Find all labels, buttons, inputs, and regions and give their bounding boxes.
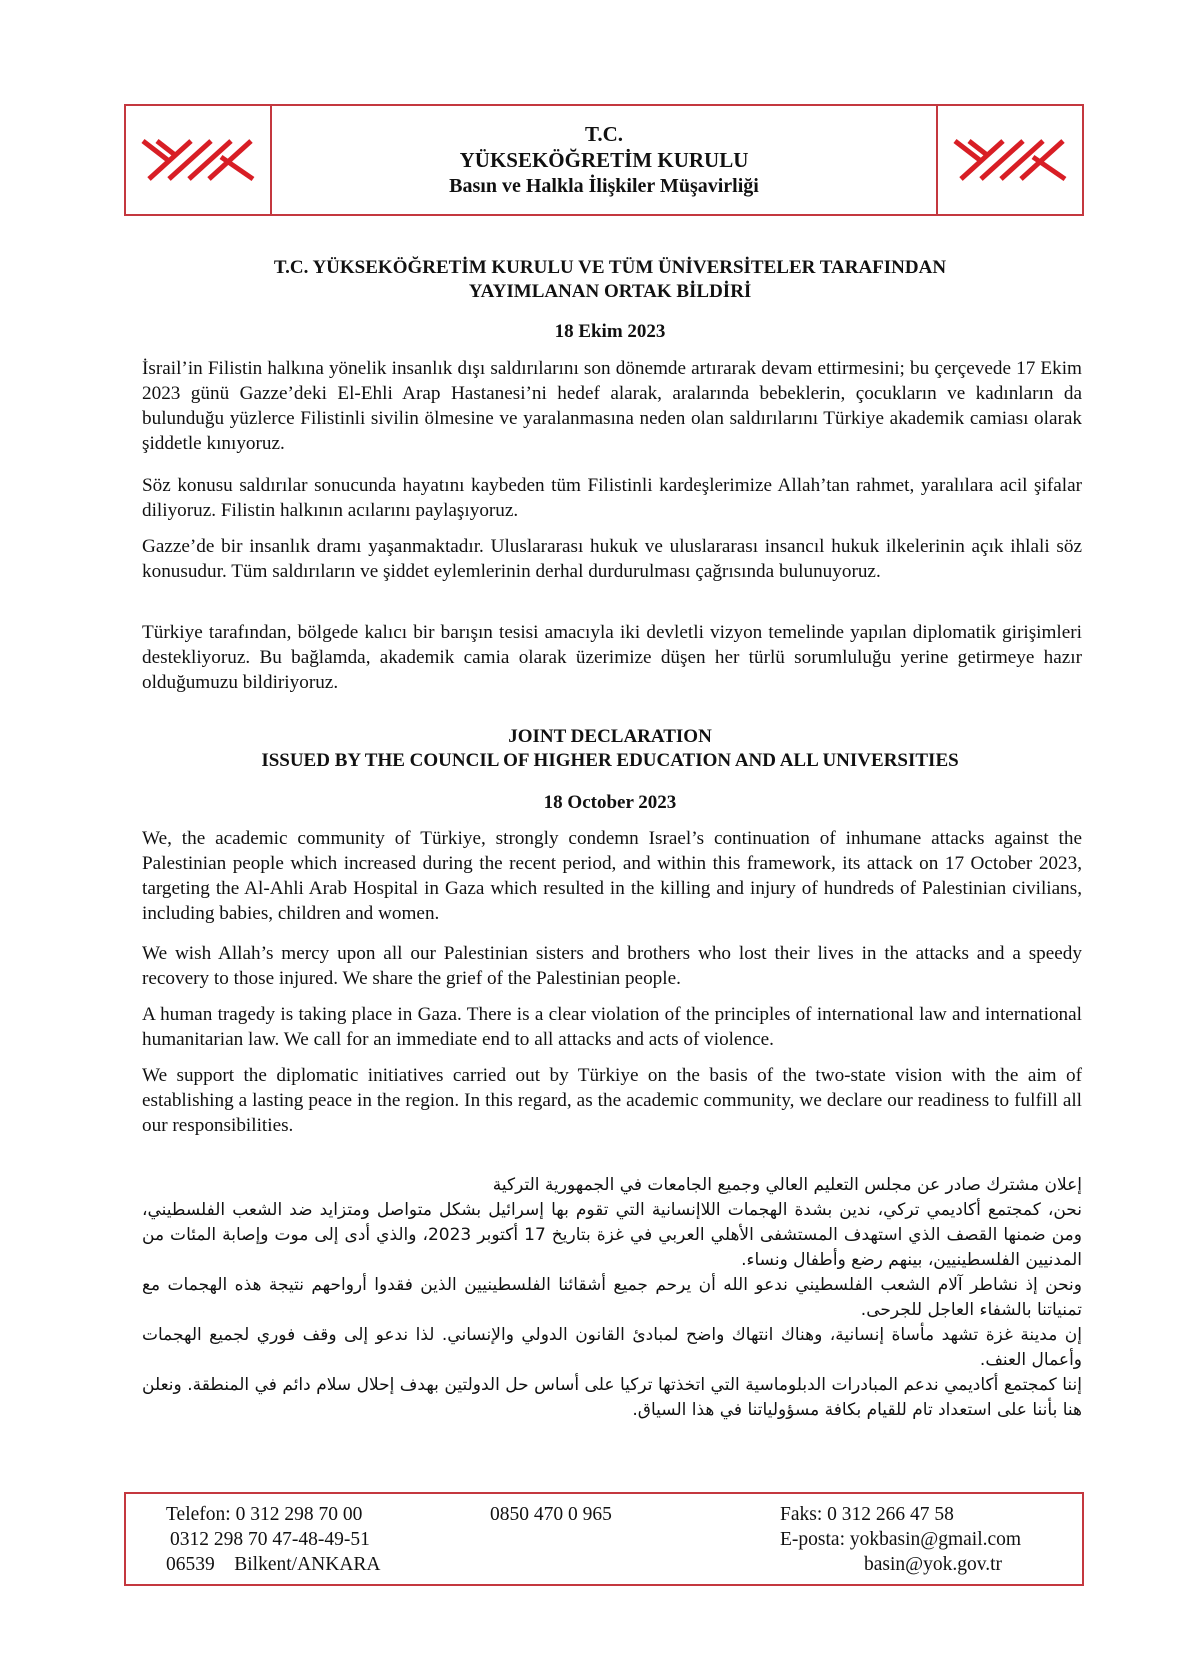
yok-logo-icon [139, 135, 257, 185]
contact-footer [124, 1492, 1084, 1586]
footer-phone2: 0850 470 0 965 [490, 1504, 612, 1525]
footer-email-1[interactable]: E-posta: yokbasin@gmail.com [780, 1529, 1022, 1550]
footer-phone-ext: 0312 298 70 47-48-49-51 [170, 1529, 370, 1550]
english-paragraph-1: We, the academic community of Türkiye, strongly condemn Israel’s continuation of inhumane attacks against the Palestinian people which increased during the recent period, and within this framework, its attack on 17 October 2023, targeting the Al-Ahli Arab Hospital in Gaza which resulted in the killing and injury of hundreds of Palestinian civilians, including babies, children and women. [142, 828, 1082, 924]
arabic-paragraph-2: ونحن إذ نشاطر آلام الشعب الفلسطيني ندعو الله أن يرحم جميع أشقائنا الفلسطينيين الذين فقدوا أرواحهم نتيجة هذه الهجمات مع تمنياتنا بالشفاء العاجل للجرحى. [142, 1275, 1082, 1320]
english-title [140, 725, 1080, 773]
logo-right [936, 106, 1082, 214]
footer-phone2-column [490, 1502, 612, 1527]
footer-fax-column [780, 1502, 1021, 1577]
header-line-institution: YÜKSEKÖĞRETİM KURULU [459, 148, 749, 172]
arabic-paragraph-1: نحن، كمجتمع أكاديمي تركي، ندين بشدة الهجمات اللاإنسانية التي تقوم بها إسرائيل بشكل متواصل ومتزايد ضد الشعب الفلسطيني، ومن ضمنها القصف الذي استهدف المستشفى الأهلي العربي في غزة بتاريخ 17 أكتوبر 2023، والذي أدى إلى موت وإصابة المئات من المدنيين الفلسطينيين، بينهم رضع وأطفال ونساء. [142, 1200, 1082, 1270]
turkish-title-line2: YAYIMLANAN ORTAK BİLDİRİ [468, 281, 752, 302]
english-paragraph-3: A human tragedy is taking place in Gaza. There is a clear violation of the principles of international law and international humanitarian law. We call for an immediate end to all attacks and acts of violence. [142, 1004, 1082, 1050]
english-paragraph-4: We support the diplomatic initiatives carried out by Türkiye on the basis of the two-state vision with the aim of establishing a lasting peace in the region. In this regard, as the academic community, we declare our readiness to fulfill all our responsibilities. [142, 1065, 1082, 1136]
turkish-paragraph-1: İsrail’in Filistin halkına yönelik insanlık dışı saldırılarını son dönemde artırarak devam ettirmesini; bu çerçevede 17 Ekim 2023 günü Gazze’deki El-Ehli Arap Hastanesi’ni hedef alarak, aralarında bebeklerin, çocukların ve kadınların da bulunduğu yüzlerce Filistinli sivilin ölmesine ve yaralanmasına neden olan saldırılarını Türkiye akademik camiası olarak şiddetle kınıyoruz. [142, 358, 1082, 454]
turkish-paragraph-4: Türkiye tarafından, bölgede kalıcı bir barışın tesisi amacıyla iki devletli vizyon temelinde yapılan diplomatik girişimleri destekliyoruz. Bu bağlamda, akademik camia olarak üzerimize düşen her türlü sorumluluğu yerine getirmeye hazır olduğumuzu bildiriyoruz. [142, 622, 1082, 693]
header-line-tc: T.C. [584, 122, 624, 146]
footer-email-2[interactable]: basin@yok.gov.tr [864, 1554, 1003, 1575]
turkish-title [140, 256, 1080, 304]
arabic-section [142, 1173, 1082, 1423]
letterhead-title [272, 106, 936, 214]
letterhead [124, 104, 1084, 216]
english-title-line2: ISSUED BY THE COUNCIL OF HIGHER EDUCATION AND ALL UNIVERSITIES [261, 750, 959, 771]
turkish-date: 18 Ekim 2023 [554, 321, 666, 342]
header-line-department: Basın ve Halkla İlişkiler Müşavirliği [449, 175, 759, 197]
footer-phone: Telefon: 0 312 298 70 00 [166, 1504, 363, 1525]
logo-left [126, 106, 272, 214]
english-paragraph-2: We wish Allah’s mercy upon all our Palestinian sisters and brothers who lost their lives in the attacks and a speedy recovery to those injured. We share the grief of the Palestinian people. [142, 943, 1082, 989]
english-date: 18 October 2023 [543, 792, 677, 813]
turkish-paragraph-2: Söz konusu saldırılar sonucunda hayatını kaybeden tüm Filistinli kardeşlerimize Allah’tan rahmet, yaralılara acil şifalar diliyoruz. Filistin halkının acılarını paylaşıyoruz. [142, 475, 1082, 521]
turkish-title-line1: T.C. YÜKSEKÖĞRETİM KURULU VE TÜM ÜNİVERSİTELER TARAFINDAN [273, 257, 947, 278]
turkish-paragraph-3: Gazze’de bir insanlık dramı yaşanmaktadır. Uluslararası hukuk ve uluslararası insancıl hukuk ilkelerinin açık ihlali söz konusudur. Tüm saldırıların ve şiddet eylemlerinin derhal durdurulması çağrısında bulunuyoruz. [142, 536, 1082, 582]
arabic-title: إعلان مشترك صادر عن مجلس التعليم العالي وجميع الجامعات في الجمهورية التركية [492, 1175, 1082, 1195]
yok-logo-icon [951, 135, 1069, 185]
arabic-paragraph-3: إن مدينة غزة تشهد مأساة إنسانية، وهناك انتهاك واضح لمبادئ القانون الدولي والإنساني. لذا ندعو إلى وقف فوري لجميع الهجمات وأعمال العنف. [142, 1325, 1082, 1370]
footer-address: 06539 Bilkent/ANKARA [166, 1554, 381, 1575]
footer-fax: Faks: 0 312 266 47 58 [780, 1504, 954, 1525]
footer-phone-column [166, 1502, 381, 1577]
english-title-line1: JOINT DECLARATION [508, 726, 712, 747]
arabic-paragraph-4: إننا كمجتمع أكاديمي ندعم المبادرات الدبلوماسية التي اتخذتها تركيا على أساس حل الدولتين بهدف إحلال سلام دائم في المنطقة. ونعلن هنا بأننا على استعداد تام للقيام بكافة مسؤولياتنا في هذا السياق. [142, 1375, 1082, 1420]
